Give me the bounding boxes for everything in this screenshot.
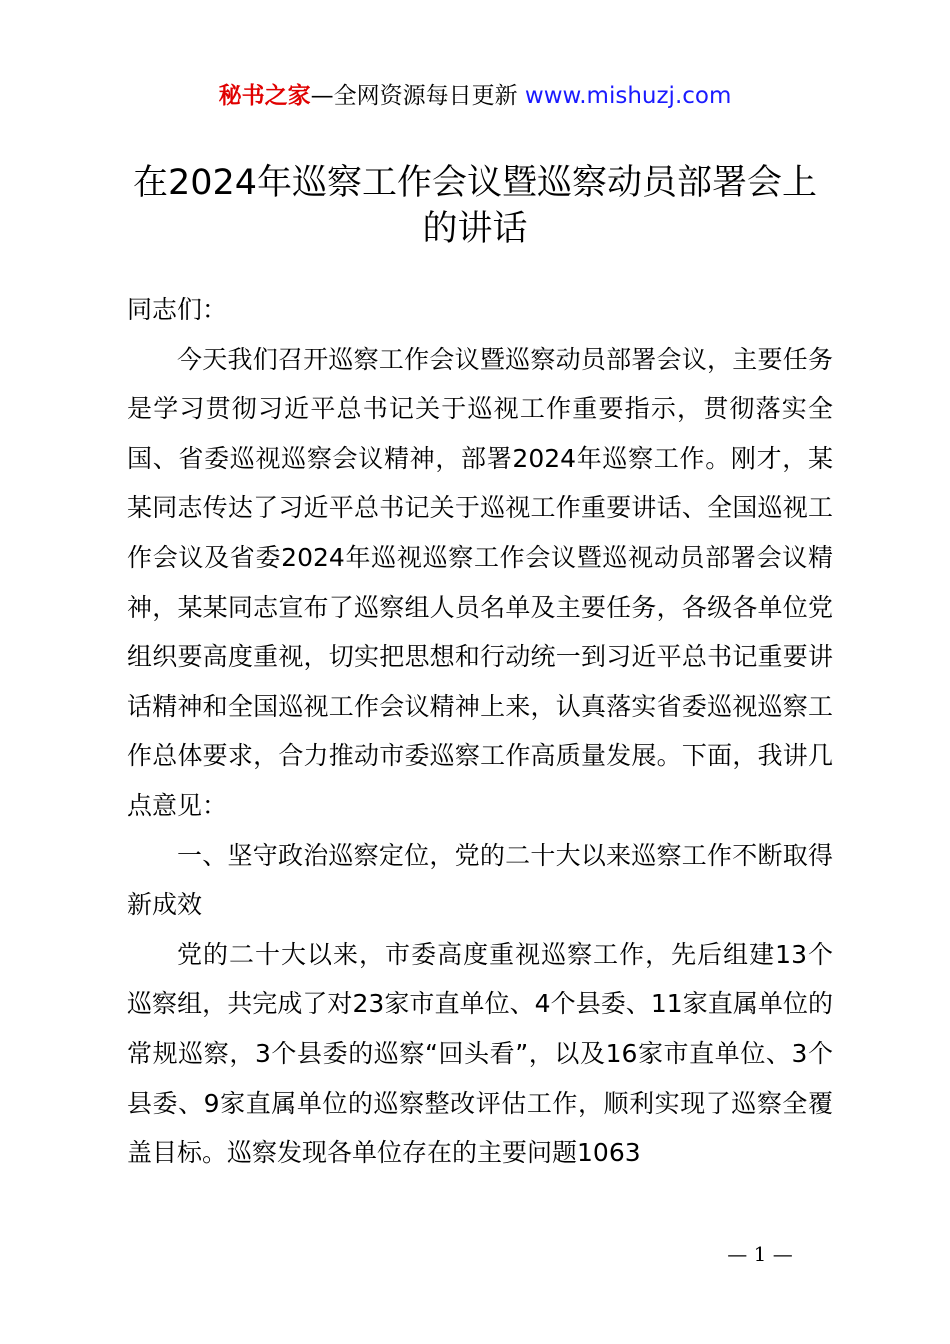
site-banner: [0, 80, 950, 112]
salutation: 同志们：: [127, 295, 228, 324]
site-tagline: —全网资源每日更新: [310, 83, 525, 109]
paragraph-section-1: 党的二十大以来，市委高度重视巡察工作，先后组建13个巡察组，共完成了对23家市直单位、4个县委、11家直属单位的常规巡察，3个县委的巡察“回头看”，以及16家市直单位、3个县委、9家直属单位的巡察整改评估工作，顺利实现了巡察全覆盖目标。巡察发现各单位存在的主要问题1063: [127, 939, 833, 1168]
site-name: 秘书之家: [218, 83, 311, 109]
section-heading-1: 一、坚守政治巡察定位，党的二十大以来巡察工作不断取得新成效: [127, 840, 833, 920]
document-title: 在2024年巡察工作会议暨巡察动员部署会上的讲话: [132, 163, 818, 249]
document-body: [127, 285, 833, 1178]
site-url-link[interactable]: www.mishuzj.com: [524, 83, 732, 109]
page-number: — 1 —: [727, 1242, 793, 1266]
paragraph-intro: 今天我们召开巡察工作会议暨巡察动员部署会议，主要任务是学习贯彻习近平总书记关于巡视工作重要指示，贯彻落实全国、省委巡视巡察会议精神，部署2024年巡察工作。刚才，某某同志传达了习近平总书记关于巡视工作重要讲话、全国巡视工作会议及省委2024年巡视巡察工作会议暨巡视动员部署会议精神，某某同志宣布了巡察组人员名单及主要任务，各级各单位党组织要高度重视，切实把思想和行动统一到习近平总书记重要讲话精神和全国巡视工作会议精神上来，认真落实省委巡视巡察工作总体要求，合力推动市委巡察工作高质量发展。下面，我讲几点意见：: [127, 344, 833, 820]
